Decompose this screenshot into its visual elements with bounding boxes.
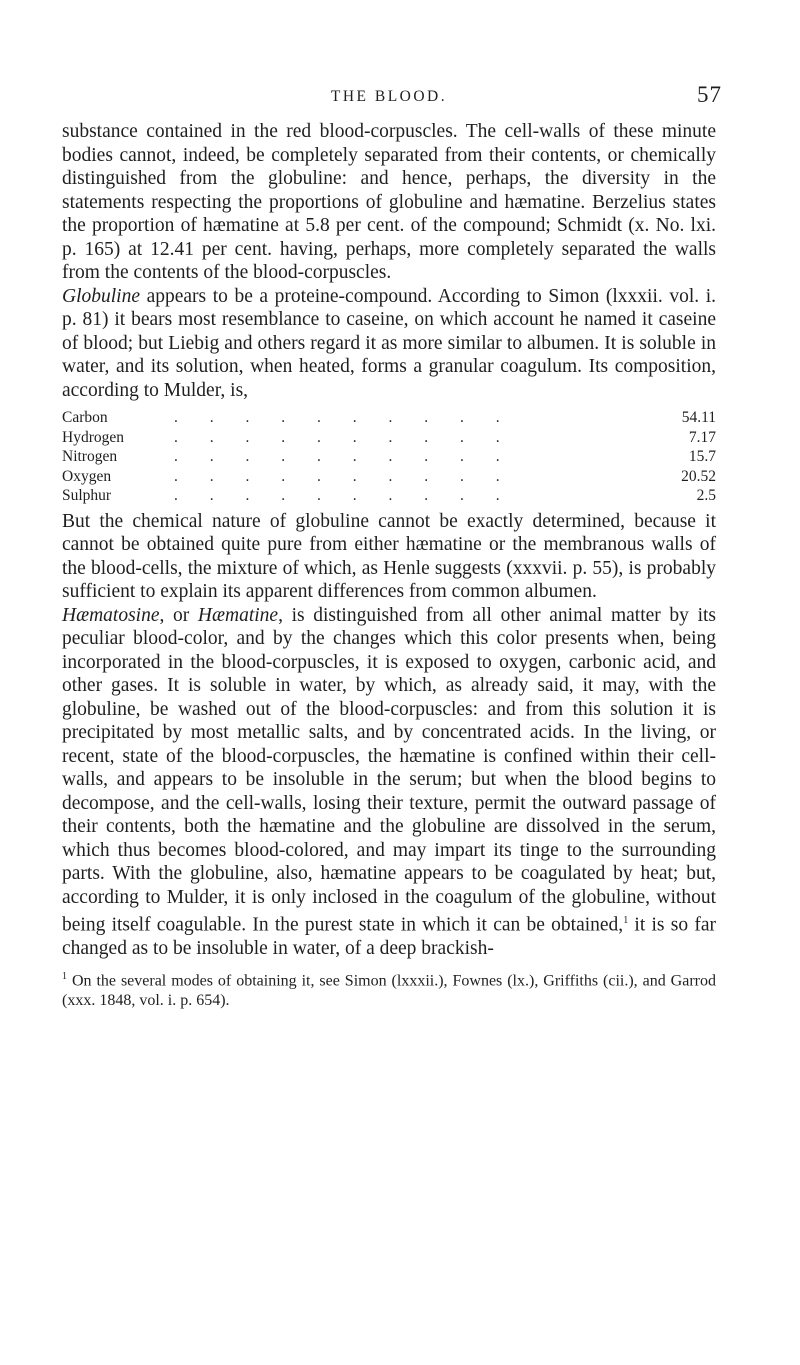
footnote-reference: 1: [623, 915, 629, 926]
composition-row-carbon: [62, 408, 716, 428]
leader-dots: . . . . . . . . . .: [174, 448, 514, 465]
composition-row-nitrogen: [62, 447, 716, 467]
composition-value: 15.7: [688, 448, 716, 465]
running-head: [62, 82, 722, 120]
composition-row-sulphur: [62, 486, 716, 506]
composition-element: Carbon: [62, 409, 108, 426]
paragraph-chemical-nature: But the chemical nature of globuline cannot be exactly determined, because it cannot be obtained quite pure from either hæmatine or the membranous walls of the blood-cells, the mixture of which, as Henle suggests (xxxvii. p. 55), is probably sufficient to explain its apparent differences from common albumen.: [62, 510, 716, 602]
composition-value: 2.5: [696, 487, 716, 504]
composition-element: Oxygen: [62, 467, 112, 485]
composition-value: 7.17: [688, 428, 716, 446]
paragraph-corpuscle-contents: substance contained in the red blood-corpuscles. The cell-walls of these minute bodies cannot, indeed, be completely separated from their contents, or chemically distinguished from the globuline: and hence, perhaps, the diversity in the statements respecting the proportions of globuline and hæmatine. Berzelius states the proportion of hæmatine at 5.8 per cent. of the compound; Schmidt (x. No. lxi. p. 165) at 12.41 per cent. having, perhaps, more completely separated the walls from the contents of the blood-corpuscles.: [62, 121, 716, 283]
book-page: [62, 82, 722, 1011]
page-number: 57: [697, 82, 722, 107]
running-title: THE BLOOD.: [330, 88, 448, 105]
composition-row-oxygen: [62, 467, 716, 487]
footnote-text: On the several modes of obtaining it, see Simon (lxxxii.), Fownes (lx.), Griffiths (cii.), and Garrod (xxx. 1848, vol. i. p. 654).: [62, 971, 716, 1009]
term-globuline: Globuline: [62, 285, 140, 307]
leader-dots: . . . . . . . . . .: [174, 428, 514, 446]
paragraph-globuline-text: appears to be a proteine-compound. According to Simon (lxxxii. vol. i. p. 81) it bears most resemblance to caseine, on which account he named it caseine of blood; but Liebig and others regard it as more similar to albumen. It is soluble in water, and its solution, when heated, forms a granular coagulum. Its composition, according to Mulder, is,: [62, 285, 716, 401]
composition-table: [62, 408, 716, 506]
leader-dots: . . . . . . . . . .: [174, 487, 514, 504]
leader-dots: . . . . . . . . . .: [174, 409, 514, 426]
paragraph-haematine-or: , or: [159, 604, 198, 626]
composition-value: 54.11: [681, 409, 716, 426]
term-haematosine: Hæmatosine: [62, 604, 160, 626]
footnote-mark: 1: [62, 970, 67, 982]
term-haematine: Hæmatine: [197, 604, 279, 626]
composition-element: Hydrogen: [62, 428, 124, 446]
composition-row-hydrogen: [62, 428, 716, 448]
composition-value: 20.52: [681, 467, 716, 485]
paragraph-haematine: [62, 604, 716, 961]
paragraph-haematine-tail: it is so far changed as to be insoluble in water, of a deep brackish-: [62, 914, 716, 959]
composition-element: Sulphur: [62, 487, 112, 504]
paragraph-haematine-text: , is distinguished from all other animal matter by its peculiar blood-color, and by the changes which this color presents when, being incorporated in the blood-corpuscles, it is exposed to oxygen, carbonic acid, and other gases. It is soluble in water, by which, as already said, it may, with the globuline, be washed out of the blood-corpuscles: and from this solution it is precipitated by most metallic salts, and by concentrated acids. In the living, or recent, state of the blood-corpuscles, the hæmatine is confined within their cell-walls, and appears to be insoluble in the serum; but when the blood begins to decompose, and the cell-walls, losing their texture, permit the outward passage of their contents, both the hæmatine and the globuline are dissolved in the serum, which thus becomes blood-colored, and may impart its tinge to the surrounding parts. With the globuline, also, hæmatine appears to be coagulated by heat; but, according to Mulder, it is only inclosed in the coagulum of the globuline, without being itself coagulable. In the purest state in which it can be obtained,: [62, 604, 716, 936]
paragraph-globuline: [62, 285, 716, 403]
footnote: [62, 967, 716, 1011]
composition-element: Nitrogen: [62, 448, 118, 465]
leader-dots: . . . . . . . . . .: [174, 467, 514, 485]
